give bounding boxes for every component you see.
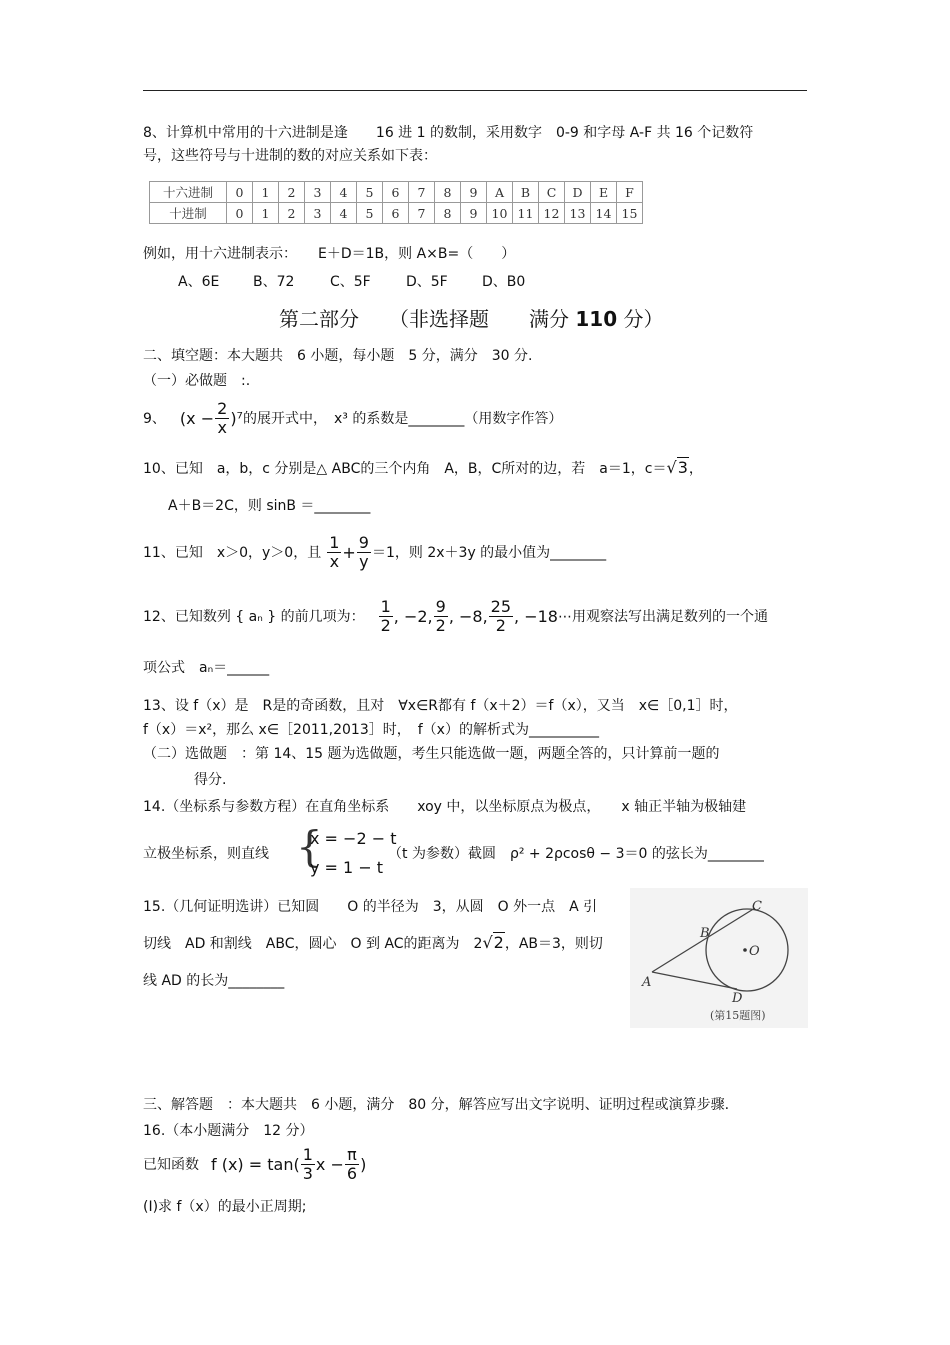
- q8-example: 例如，用十六进制表示： E＋D＝1B，则 A×B=（ ）: [143, 246, 516, 262]
- q15-line2-end: ，AB＝3，则切: [504, 936, 603, 952]
- table-cell: 8: [435, 182, 461, 203]
- q11-frac1: [327, 534, 341, 571]
- label-d: D: [732, 991, 743, 1006]
- q13-line2: f（x）＝x²，那么 x∈［2011,2013］时， f（x）的解析式为__________: [143, 722, 599, 738]
- table-cell: A: [487, 182, 513, 203]
- table-cell: 2: [279, 203, 305, 224]
- label-b: B: [700, 926, 710, 941]
- q16-f1-num: 1: [302, 1144, 313, 1164]
- q14-eq1: x = −2 − t: [310, 829, 397, 848]
- label-o: O: [749, 944, 760, 959]
- q14-line2b: （t 为参数）截圆 ρ² + 2ρcosθ − 3＝0 的弦长为________: [388, 846, 764, 862]
- q12-term6: , −18: [514, 606, 558, 626]
- table-cell: 9: [461, 203, 487, 224]
- table-cell: 12: [539, 203, 565, 224]
- table-cell: 14: [591, 203, 617, 224]
- section2-required: （一）必做题 :.: [143, 373, 251, 389]
- q14-line2a: 立极坐标系，则直线: [143, 846, 269, 862]
- q12-t1-den: 2: [380, 615, 391, 635]
- q8-option-d2: D、B0: [482, 274, 526, 290]
- q14-brace: {: [296, 822, 323, 871]
- table-cell: 9: [461, 182, 487, 203]
- table-head-hex: 十六进制: [150, 182, 227, 203]
- elective-line1: （二）选做题 ：第 14、15 题为选做题，考生只能选做一题，两题全答的，只计算前一题的: [143, 746, 720, 762]
- q16-frac2: [345, 1146, 359, 1183]
- q14-eq2: y = 1 − t: [310, 858, 384, 877]
- q11-text-b: ＝1，则 2x＋3y 的最小值为________: [371, 545, 607, 561]
- q12-text-b: ⋯用观察法写出满足数列的一个通: [557, 609, 768, 625]
- table-cell: 0: [227, 203, 253, 224]
- q16-mid: x −: [315, 1154, 344, 1174]
- elective-line2: 得分.: [194, 772, 227, 788]
- table-cell: 6: [383, 203, 409, 224]
- q8-option-c: C、5F: [330, 274, 371, 290]
- q16-part1: (I)求 f（x）的最小正周期;: [143, 1199, 307, 1215]
- q8-option-b: B、72: [253, 274, 295, 290]
- table-cell: 1: [253, 182, 279, 203]
- q9-text: 的展开式中， x³ 的系数是________（用数字作答）: [242, 411, 563, 427]
- table-cell: 4: [331, 182, 357, 203]
- q15-line2-text: 切线 AD 和割线 ABC，圆心 O 到 AC的距离为 2: [143, 936, 483, 952]
- q11-f2-num: 9: [358, 532, 369, 552]
- q12-t1-num: 1: [380, 596, 391, 616]
- table-cell: 5: [357, 182, 383, 203]
- q9-frac-den: x: [217, 417, 227, 437]
- table-cell: 10: [487, 203, 513, 224]
- part2-title-end: 分）: [617, 307, 664, 331]
- q11: [143, 529, 606, 575]
- q16-close: ): [360, 1154, 367, 1174]
- table-cell: 6: [383, 182, 409, 203]
- table-cell: C: [539, 182, 565, 203]
- q12-t3-num: 9: [435, 596, 446, 616]
- q8-line1: 8、计算机中常用的十六进制是逢 16 进 1 的数制，采用数字 0-9 和字母 A-F 共 16 个记数符: [143, 125, 754, 141]
- table-row-hex: [150, 182, 643, 203]
- table-cell: 8: [435, 203, 461, 224]
- table-cell: 4: [331, 203, 357, 224]
- q10-line1-end: ，: [688, 461, 703, 477]
- part2-title: [279, 303, 663, 332]
- q12-term2: , −2,: [393, 606, 433, 626]
- q16-title: 16.（本小题满分 12 分）: [143, 1123, 314, 1139]
- q8-line2: 号，这些符号与十进制的数的对应关系如下表：: [143, 148, 437, 164]
- q10-line2: A＋B＝2C，则 sinB ＝________: [168, 498, 371, 514]
- q9-frac-num: 2: [217, 398, 228, 418]
- table-cell: F: [617, 182, 643, 203]
- table-cell: D: [565, 182, 591, 203]
- q12-t5-den: 2: [495, 615, 506, 635]
- table-head-dec: 十进制: [150, 203, 227, 224]
- q11-text-a: 11、已知 x＞0，y＞0，且: [143, 545, 322, 561]
- q12-t3-den: 2: [435, 615, 446, 635]
- q8-option-a: A、6E: [178, 274, 220, 290]
- q9-fraction: [215, 400, 229, 437]
- label-a: A: [642, 975, 652, 990]
- table-cell: 3: [305, 203, 331, 224]
- q11-f1-num: 1: [329, 532, 340, 552]
- table-cell: 11: [513, 203, 539, 224]
- q11-plus: +: [342, 542, 356, 562]
- q15-figure: [630, 888, 808, 1028]
- q12-line2: 项公式 aₙ＝______: [143, 660, 270, 676]
- part2-title-text: 第二部分 （非选择题 满分: [279, 307, 576, 331]
- table-cell: 13: [565, 203, 591, 224]
- table-cell: B: [513, 182, 539, 203]
- hex-decimal-table: [149, 181, 643, 224]
- label-c: C: [752, 899, 762, 914]
- q16-f2-num: π: [347, 1144, 357, 1164]
- figure-background: [630, 888, 808, 1028]
- table-row-dec: [150, 203, 643, 224]
- top-rule: [143, 90, 807, 91]
- q13-line1: 13、设 f（x）是 R是的奇函数，且对 ∀x∈R都有 f（x＋2）＝f（x），又当 x∈［0,1］时，: [143, 698, 738, 714]
- q15-line1: 15.（几何证明选讲）已知圆 O 的半径为 3，从圆 O 外一点 A 引: [143, 899, 598, 915]
- q12: [143, 592, 768, 640]
- q12-term1: [379, 598, 393, 635]
- q9-expr-open: (x −: [179, 408, 215, 428]
- q9-expr-close: )⁷: [230, 408, 243, 428]
- q16-f2-den: 6: [346, 1163, 358, 1183]
- table-cell: 7: [409, 203, 435, 224]
- q9: [143, 396, 562, 440]
- table-cell: 15: [617, 203, 643, 224]
- q10-line1: 10、已知 a，b，c 分别是△ ABC的三个内角 A，B，C所对的边，若 a＝1，c＝√3，: [143, 458, 703, 477]
- q9-label: 9、: [143, 411, 166, 427]
- figure-caption: (第15题图): [710, 1009, 766, 1022]
- q14-line1: 14.（坐标系与参数方程）在直角坐标系 xoy 中，以坐标原点为极点， x 轴正半轴为极轴建: [143, 799, 747, 815]
- table-cell: 0: [227, 182, 253, 203]
- q16-func: f (x) = tan(: [211, 1154, 300, 1174]
- section2-header: 二、填空题：本大题共 6 小题，每小题 5 分，满分 30 分.: [143, 348, 533, 364]
- q16-frac1: [301, 1146, 315, 1183]
- table-cell: 7: [409, 182, 435, 203]
- q12-text-a: 12、已知数列 { aₙ } 的前几项为：: [143, 609, 365, 625]
- q16-given-text: 已知函数: [143, 1157, 199, 1173]
- table-cell: 3: [305, 182, 331, 203]
- table-cell: 2: [279, 182, 305, 203]
- q11-f2-den: y: [359, 551, 369, 571]
- q10-line1-text: 10、已知 a，b，c 分别是△ ABC的三个内角 A，B，C所对的边，若 a＝1，c＝: [143, 461, 667, 477]
- q15-line2: 切线 AD 和割线 ABC，圆心 O 到 AC的距离为 2√2，AB＝3，则切: [143, 933, 603, 952]
- q12-t5-num: 25: [490, 596, 512, 616]
- q12-term3: [434, 598, 448, 635]
- q12-term5: [489, 598, 513, 635]
- q10-sqrt: 3: [677, 458, 688, 477]
- part2-score: 110: [575, 307, 618, 331]
- q15-sqrt: 2: [493, 933, 504, 952]
- table-cell: 5: [357, 203, 383, 224]
- center-dot: [743, 948, 747, 952]
- q16-given: [143, 1140, 366, 1188]
- table-cell: 1: [253, 203, 279, 224]
- q11-frac2: [357, 534, 371, 571]
- q12-term4: , −8,: [448, 606, 488, 626]
- q16-f1-den: 3: [302, 1163, 313, 1183]
- section3-header: 三、解答题 ：本大题共 6 小题，满分 80 分，解答应写出文字说明、证明过程或演算步骤.: [143, 1097, 730, 1113]
- q8-option-d: D、5F: [406, 274, 448, 290]
- table-cell: E: [591, 182, 617, 203]
- q15-line3: 线 AD 的长为________: [143, 973, 285, 989]
- q11-f1-den: x: [329, 551, 340, 571]
